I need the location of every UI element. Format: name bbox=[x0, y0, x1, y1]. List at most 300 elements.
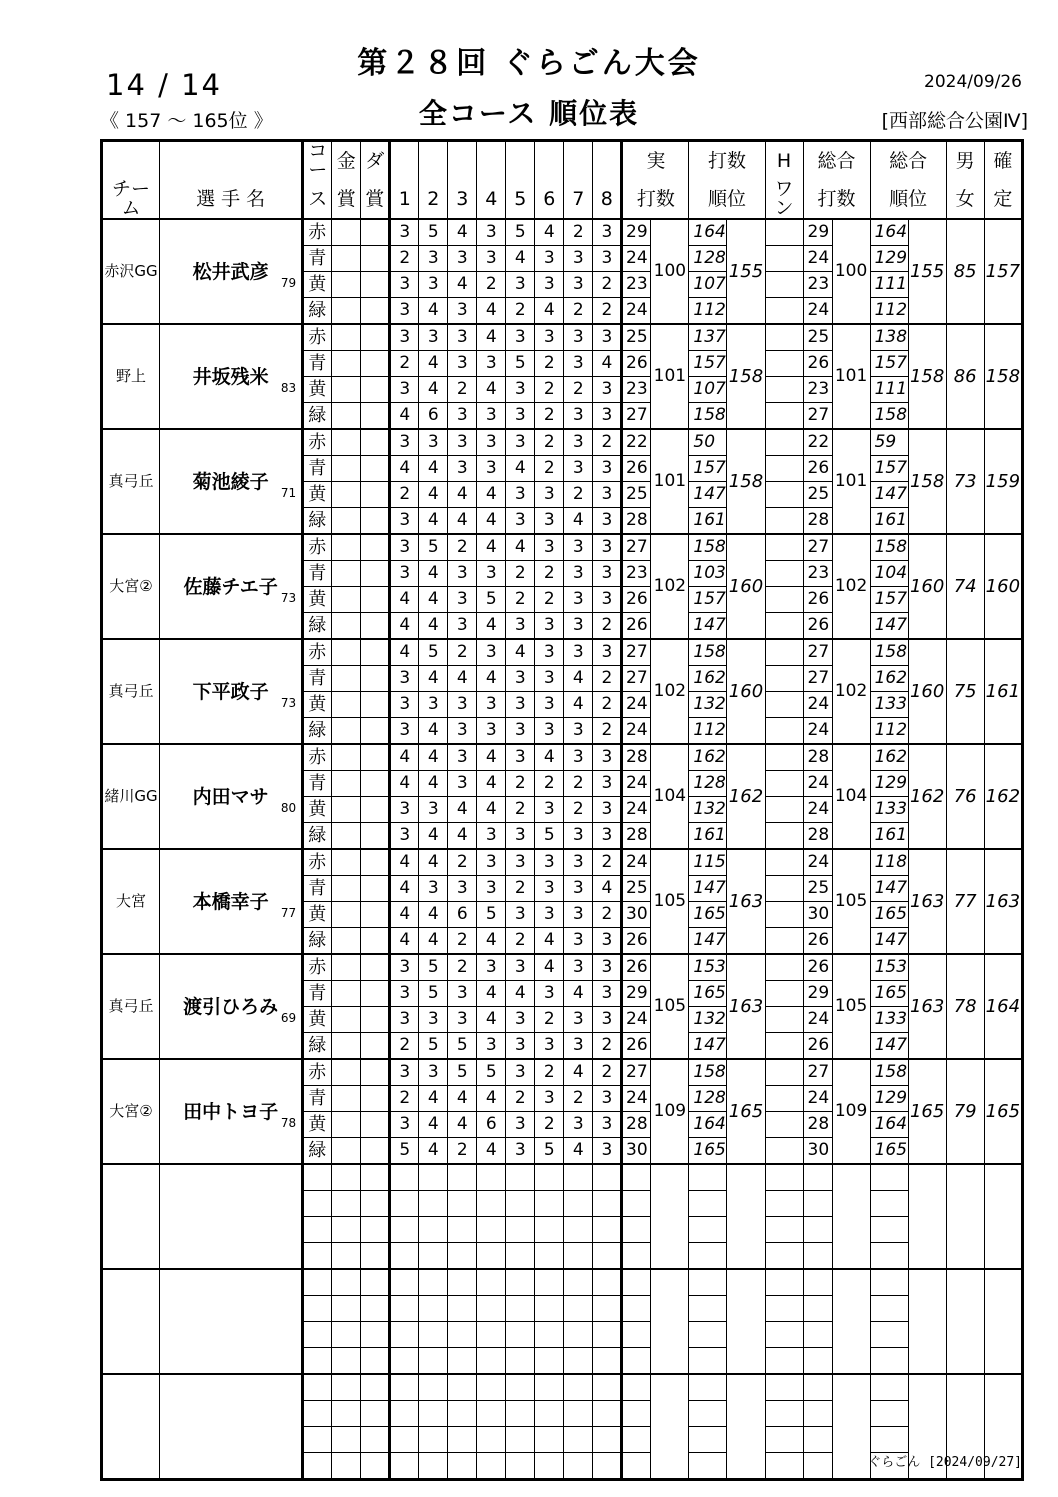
total-course-strokes: 27 bbox=[803, 1059, 832, 1086]
course-rank: 128 bbox=[689, 771, 727, 797]
hole-score: 3 bbox=[593, 377, 622, 403]
course-rank bbox=[689, 1191, 727, 1217]
hole-score: 3 bbox=[448, 981, 477, 1007]
hole-score: 3 bbox=[593, 1138, 622, 1165]
hole-score: 3 bbox=[419, 1007, 448, 1033]
hole-score bbox=[535, 1243, 564, 1270]
total-course-strokes: 26 bbox=[803, 928, 832, 955]
hole-score: 3 bbox=[564, 246, 593, 272]
hole-score bbox=[390, 1348, 419, 1375]
page-number: 14 / 14 bbox=[106, 68, 223, 102]
course-color bbox=[303, 1217, 332, 1243]
hole-score: 4 bbox=[390, 876, 419, 902]
player-row bbox=[102, 1059, 1023, 1086]
hole-score: 4 bbox=[419, 928, 448, 955]
total-course-rank: 111 bbox=[870, 272, 908, 298]
total-course-rank bbox=[870, 1401, 908, 1427]
hole-score: 3 bbox=[535, 324, 564, 351]
total-course-rank: 165 bbox=[870, 981, 908, 1007]
hole-score: 3 bbox=[535, 797, 564, 823]
gold-award-cell bbox=[332, 849, 361, 876]
hole-score: 3 bbox=[390, 324, 419, 351]
total-course-strokes bbox=[803, 1348, 832, 1375]
course-strokes: 25 bbox=[622, 482, 651, 508]
player-row bbox=[102, 744, 1023, 771]
course-color: 緑 bbox=[303, 718, 332, 745]
hole-score: 3 bbox=[506, 1033, 535, 1060]
course-strokes: 26 bbox=[622, 613, 651, 640]
gold-award-cell bbox=[332, 1164, 361, 1191]
hole-score: 3 bbox=[477, 954, 506, 981]
hole-score: 2 bbox=[593, 1033, 622, 1060]
total-course-rank: 162 bbox=[870, 666, 908, 692]
hole-score bbox=[477, 1164, 506, 1191]
hole-score: 4 bbox=[477, 482, 506, 508]
hole-score: 5 bbox=[477, 587, 506, 613]
da-award-cell bbox=[361, 1138, 390, 1165]
player-row bbox=[102, 324, 1023, 351]
player-name: 佐藤チエ子 bbox=[183, 576, 278, 598]
course-rank: 164 bbox=[689, 1112, 727, 1138]
course-color: 緑 bbox=[303, 1138, 332, 1165]
hole-score: 2 bbox=[593, 1059, 622, 1086]
hole-score: 4 bbox=[419, 298, 448, 325]
gender-rank: 78 bbox=[946, 954, 984, 1059]
hole-score: 4 bbox=[477, 1086, 506, 1112]
total-course-rank: 118 bbox=[870, 849, 908, 876]
header-cell bbox=[593, 141, 622, 181]
course-strokes: 26 bbox=[622, 456, 651, 482]
player-name-cell bbox=[160, 1059, 303, 1164]
hole-score: 5 bbox=[419, 954, 448, 981]
hole-score bbox=[477, 1453, 506, 1480]
hole-score: 4 bbox=[419, 666, 448, 692]
total-course-strokes: 24 bbox=[803, 692, 832, 718]
hole-score: 2 bbox=[390, 1086, 419, 1112]
hole-score: 3 bbox=[593, 561, 622, 587]
hole-score: 4 bbox=[419, 587, 448, 613]
team-name: 真弓丘 bbox=[102, 429, 160, 534]
hole-score: 3 bbox=[593, 744, 622, 771]
header-cell: チーム bbox=[102, 180, 160, 219]
total-course-rank: 158 bbox=[870, 534, 908, 561]
header-cell bbox=[448, 141, 477, 181]
course-rank: 158 bbox=[689, 403, 727, 430]
da-award-cell bbox=[361, 692, 390, 718]
da-award-cell bbox=[361, 219, 390, 246]
hole-score bbox=[535, 1322, 564, 1348]
hole-in-one-cell bbox=[765, 797, 803, 823]
hole-score: 3 bbox=[390, 1112, 419, 1138]
player-age: 83 bbox=[280, 381, 297, 395]
hole-score: 4 bbox=[419, 508, 448, 535]
da-award-cell bbox=[361, 1164, 390, 1191]
hole-in-one-cell bbox=[765, 246, 803, 272]
course-color: 青 bbox=[303, 771, 332, 797]
hole-score: 5 bbox=[535, 823, 564, 850]
course-rank: 164 bbox=[689, 219, 727, 246]
hole-score: 3 bbox=[506, 403, 535, 430]
hole-score: 3 bbox=[593, 981, 622, 1007]
course-strokes: 22 bbox=[622, 429, 651, 456]
total-course-rank: 129 bbox=[870, 771, 908, 797]
course-color bbox=[303, 1296, 332, 1322]
course-color: 黄 bbox=[303, 272, 332, 298]
total-course-strokes bbox=[803, 1243, 832, 1270]
player-name-cell bbox=[160, 1374, 303, 1480]
course-strokes: 26 bbox=[622, 954, 651, 981]
da-award-cell bbox=[361, 823, 390, 850]
total-course-rank: 153 bbox=[870, 954, 908, 981]
gold-award-cell bbox=[332, 219, 361, 246]
da-award-cell bbox=[361, 561, 390, 587]
hole-score: 3 bbox=[477, 351, 506, 377]
gold-award-cell bbox=[332, 771, 361, 797]
hole-score: 3 bbox=[477, 456, 506, 482]
total-rank: 163 bbox=[908, 954, 946, 1059]
total-course-rank: 164 bbox=[870, 219, 908, 246]
hole-score: 3 bbox=[448, 692, 477, 718]
hole-score: 2 bbox=[535, 351, 564, 377]
hole-score: 2 bbox=[564, 797, 593, 823]
header-cell: ワン bbox=[765, 180, 803, 219]
da-award-cell bbox=[361, 1217, 390, 1243]
header-cell: コー bbox=[303, 141, 332, 181]
course-strokes bbox=[622, 1401, 651, 1427]
total-course-strokes: 28 bbox=[803, 508, 832, 535]
total-strokes: 105 bbox=[832, 954, 870, 1059]
total-course-rank: 157 bbox=[870, 456, 908, 482]
player-name-cell bbox=[160, 849, 303, 954]
hole-score: 2 bbox=[593, 902, 622, 928]
hole-score: 3 bbox=[390, 692, 419, 718]
total-course-strokes bbox=[803, 1269, 832, 1296]
hole-score: 4 bbox=[390, 771, 419, 797]
gender-rank: 79 bbox=[946, 1059, 984, 1164]
course-strokes: 24 bbox=[622, 1007, 651, 1033]
hole-score bbox=[535, 1427, 564, 1453]
course-color: 青 bbox=[303, 981, 332, 1007]
hole-score: 3 bbox=[477, 246, 506, 272]
hole-in-one-cell bbox=[765, 1348, 803, 1375]
header-cell bbox=[564, 141, 593, 181]
course-rank bbox=[689, 1374, 727, 1401]
hole-score bbox=[593, 1322, 622, 1348]
strokes-rank: 160 bbox=[727, 639, 765, 744]
hole-score bbox=[390, 1164, 419, 1191]
da-award-cell bbox=[361, 1322, 390, 1348]
course-color: 赤 bbox=[303, 219, 332, 246]
da-award-cell bbox=[361, 1269, 390, 1296]
hole-score: 3 bbox=[506, 272, 535, 298]
hole-in-one-cell bbox=[765, 1164, 803, 1191]
hole-score: 3 bbox=[390, 561, 419, 587]
hole-score: 2 bbox=[448, 849, 477, 876]
da-award-cell bbox=[361, 351, 390, 377]
hole-score: 3 bbox=[390, 377, 419, 403]
hole-score: 4 bbox=[390, 902, 419, 928]
final-rank: 161 bbox=[984, 639, 1022, 744]
hole-in-one-cell bbox=[765, 849, 803, 876]
gold-award-cell bbox=[332, 639, 361, 666]
course-color bbox=[303, 1427, 332, 1453]
team-name: 緒川GG bbox=[102, 744, 160, 849]
da-award-cell bbox=[361, 849, 390, 876]
da-award-cell bbox=[361, 744, 390, 771]
hole-score: 3 bbox=[593, 508, 622, 535]
hole-score bbox=[390, 1322, 419, 1348]
total-strokes bbox=[832, 1164, 870, 1269]
da-award-cell bbox=[361, 429, 390, 456]
hole-score: 3 bbox=[477, 639, 506, 666]
hole-score: 4 bbox=[390, 849, 419, 876]
hole-score: 3 bbox=[535, 692, 564, 718]
hole-score: 2 bbox=[564, 219, 593, 246]
hole-score: 4 bbox=[477, 377, 506, 403]
hole-score: 3 bbox=[564, 403, 593, 430]
gold-award-cell bbox=[332, 351, 361, 377]
hole-score: 3 bbox=[593, 954, 622, 981]
course-rank: 132 bbox=[689, 797, 727, 823]
course-rank: 112 bbox=[689, 298, 727, 325]
course-rank bbox=[689, 1164, 727, 1191]
course-rank: 161 bbox=[689, 823, 727, 850]
hole-score bbox=[506, 1243, 535, 1270]
course-rank: 157 bbox=[689, 456, 727, 482]
page-subtitle: 全コース 順位表 bbox=[418, 97, 640, 130]
player-name: 渡引ひろみ bbox=[183, 996, 279, 1018]
total-course-rank: 158 bbox=[870, 639, 908, 666]
hole-score: 3 bbox=[477, 876, 506, 902]
final-rank bbox=[984, 1269, 1022, 1374]
total-course-rank bbox=[870, 1191, 908, 1217]
gold-award-cell bbox=[332, 246, 361, 272]
final-rank: 160 bbox=[984, 534, 1022, 639]
hole-score: 6 bbox=[477, 1112, 506, 1138]
course-color bbox=[303, 1401, 332, 1427]
hole-score: 4 bbox=[477, 1007, 506, 1033]
da-award-cell bbox=[361, 613, 390, 640]
da-award-cell bbox=[361, 1453, 390, 1480]
total-rank: 160 bbox=[908, 534, 946, 639]
course-strokes: 27 bbox=[622, 403, 651, 430]
player-name-cell bbox=[160, 1269, 303, 1374]
hole-score: 2 bbox=[535, 456, 564, 482]
hole-in-one-cell bbox=[765, 324, 803, 351]
gender-rank: 74 bbox=[946, 534, 984, 639]
course-color: 赤 bbox=[303, 744, 332, 771]
hole-score bbox=[419, 1243, 448, 1270]
hole-score bbox=[506, 1217, 535, 1243]
hole-score bbox=[477, 1243, 506, 1270]
hole-score: 3 bbox=[535, 718, 564, 745]
hole-score: 3 bbox=[506, 508, 535, 535]
hole-score: 4 bbox=[448, 272, 477, 298]
hole-score: 5 bbox=[448, 1033, 477, 1060]
total-course-rank: 161 bbox=[870, 508, 908, 535]
header-cell bbox=[160, 141, 303, 181]
course-strokes bbox=[622, 1191, 651, 1217]
footer-stamp: ぐらごん [2024/09/27] bbox=[868, 1455, 1022, 1470]
gold-award-cell bbox=[332, 1007, 361, 1033]
ranking-table bbox=[100, 139, 1024, 1481]
gold-award-cell bbox=[332, 718, 361, 745]
hole-score: 5 bbox=[506, 219, 535, 246]
course-rank: 147 bbox=[689, 876, 727, 902]
hole-score bbox=[564, 1191, 593, 1217]
hole-score: 2 bbox=[535, 587, 564, 613]
course-strokes: 24 bbox=[622, 692, 651, 718]
hole-score bbox=[419, 1427, 448, 1453]
gold-award-cell bbox=[332, 692, 361, 718]
hole-score: 3 bbox=[535, 613, 564, 640]
total-course-strokes: 29 bbox=[803, 219, 832, 246]
player-name: 内田マサ bbox=[192, 786, 269, 808]
player-name-cell bbox=[160, 429, 303, 534]
course-strokes: 26 bbox=[622, 351, 651, 377]
hole-score bbox=[506, 1164, 535, 1191]
total-course-strokes: 24 bbox=[803, 1007, 832, 1033]
course-strokes: 26 bbox=[622, 928, 651, 955]
hole-score bbox=[390, 1217, 419, 1243]
hole-score: 5 bbox=[419, 534, 448, 561]
course-rank: 158 bbox=[689, 639, 727, 666]
hole-score: 3 bbox=[448, 403, 477, 430]
hole-in-one-cell bbox=[765, 954, 803, 981]
gold-award-cell bbox=[332, 666, 361, 692]
rank-range: 《 157 ～ 165位 》 bbox=[100, 110, 273, 132]
hole-score: 2 bbox=[390, 246, 419, 272]
course-color bbox=[303, 1453, 332, 1480]
total-course-rank: 112 bbox=[870, 298, 908, 325]
course-strokes bbox=[622, 1374, 651, 1401]
course-color: 赤 bbox=[303, 639, 332, 666]
hole-score: 6 bbox=[448, 902, 477, 928]
hole-in-one-cell bbox=[765, 613, 803, 640]
hole-score bbox=[593, 1374, 622, 1401]
hole-score: 3 bbox=[564, 324, 593, 351]
hole-score: 3 bbox=[506, 377, 535, 403]
gold-award-cell bbox=[332, 1453, 361, 1480]
player-row bbox=[102, 849, 1023, 876]
da-award-cell bbox=[361, 246, 390, 272]
hole-score: 5 bbox=[390, 1138, 419, 1165]
course-color: 青 bbox=[303, 246, 332, 272]
actual-strokes: 102 bbox=[651, 534, 689, 639]
player-age: 80 bbox=[280, 801, 297, 815]
course-color: 黄 bbox=[303, 377, 332, 403]
hole-score bbox=[535, 1217, 564, 1243]
hole-score: 4 bbox=[477, 666, 506, 692]
header-cell: 順位 bbox=[870, 180, 946, 219]
hole-score bbox=[564, 1453, 593, 1480]
da-award-cell bbox=[361, 797, 390, 823]
course-strokes: 29 bbox=[622, 981, 651, 1007]
total-course-strokes: 30 bbox=[803, 1138, 832, 1165]
total-course-strokes: 27 bbox=[803, 639, 832, 666]
hole-score: 4 bbox=[419, 613, 448, 640]
hole-score: 3 bbox=[419, 1059, 448, 1086]
total-course-rank: 147 bbox=[870, 1033, 908, 1060]
course-strokes: 23 bbox=[622, 272, 651, 298]
hole-in-one-cell bbox=[765, 403, 803, 430]
course-strokes: 28 bbox=[622, 508, 651, 535]
hole-score: 2 bbox=[564, 771, 593, 797]
course-color bbox=[303, 1348, 332, 1375]
total-course-strokes: 23 bbox=[803, 272, 832, 298]
hole-score bbox=[448, 1296, 477, 1322]
hole-score bbox=[535, 1401, 564, 1427]
da-award-cell bbox=[361, 482, 390, 508]
hole-score bbox=[448, 1191, 477, 1217]
hole-score: 4 bbox=[564, 981, 593, 1007]
course-color: 青 bbox=[303, 351, 332, 377]
gold-award-cell bbox=[332, 324, 361, 351]
hole-score bbox=[477, 1401, 506, 1427]
total-course-strokes: 24 bbox=[803, 849, 832, 876]
hole-score: 3 bbox=[477, 219, 506, 246]
hole-score: 3 bbox=[593, 928, 622, 955]
team-name bbox=[102, 1164, 160, 1269]
hole-score: 2 bbox=[448, 954, 477, 981]
total-course-rank: 111 bbox=[870, 377, 908, 403]
header-cell: 確 bbox=[984, 141, 1022, 181]
gold-award-cell bbox=[332, 1401, 361, 1427]
course-rank bbox=[689, 1269, 727, 1296]
gold-award-cell bbox=[332, 587, 361, 613]
hole-score: 2 bbox=[564, 377, 593, 403]
course-strokes bbox=[622, 1217, 651, 1243]
hole-score: 3 bbox=[535, 508, 564, 535]
hole-score: 4 bbox=[564, 692, 593, 718]
gold-award-cell bbox=[332, 1086, 361, 1112]
team-name: 赤沢GG bbox=[102, 219, 160, 324]
hole-score bbox=[390, 1427, 419, 1453]
gold-award-cell bbox=[332, 1243, 361, 1270]
hole-score: 3 bbox=[593, 587, 622, 613]
da-award-cell bbox=[361, 456, 390, 482]
hole-score bbox=[564, 1217, 593, 1243]
hole-score: 5 bbox=[419, 219, 448, 246]
player-row bbox=[102, 639, 1023, 666]
gold-award-cell bbox=[332, 1217, 361, 1243]
gold-award-cell bbox=[332, 928, 361, 955]
hole-score bbox=[564, 1374, 593, 1401]
course-strokes: 25 bbox=[622, 324, 651, 351]
total-course-strokes: 24 bbox=[803, 298, 832, 325]
course-color bbox=[303, 1269, 332, 1296]
total-course-rank: 133 bbox=[870, 692, 908, 718]
empty-row bbox=[102, 1374, 1023, 1401]
hole-in-one-cell bbox=[765, 1138, 803, 1165]
total-rank: 158 bbox=[908, 324, 946, 429]
course-strokes: 24 bbox=[622, 771, 651, 797]
header-cell: 6 bbox=[535, 180, 564, 219]
venue: [西部総合公園Ⅳ] bbox=[881, 110, 1028, 132]
da-award-cell bbox=[361, 324, 390, 351]
hole-score: 3 bbox=[535, 902, 564, 928]
course-rank: 147 bbox=[689, 928, 727, 955]
gold-award-cell bbox=[332, 1059, 361, 1086]
header-cell: 総合 bbox=[803, 141, 870, 181]
gold-award-cell bbox=[332, 1348, 361, 1375]
gold-award-cell bbox=[332, 1138, 361, 1165]
hole-score: 2 bbox=[390, 351, 419, 377]
total-strokes: 101 bbox=[832, 324, 870, 429]
hole-score bbox=[506, 1427, 535, 1453]
hole-score: 4 bbox=[419, 561, 448, 587]
total-course-rank: 129 bbox=[870, 1086, 908, 1112]
